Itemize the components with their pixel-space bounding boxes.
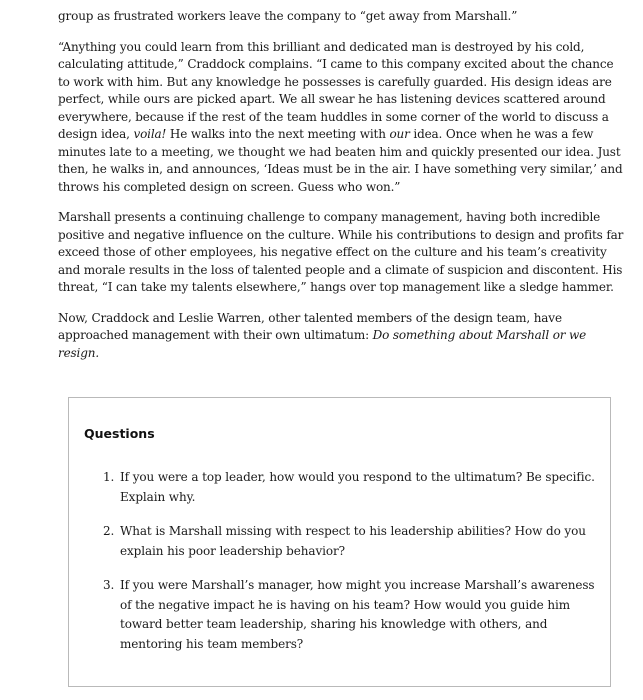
paragraph-1-text: group as frustrated workers leave the company to “get away from Marshall.” xyxy=(58,9,518,23)
paragraph-1 xyxy=(58,8,626,26)
article-body xyxy=(58,8,626,375)
paragraph-3-text: Marshall presents a continuing challenge to company management, having both incredible positive and negative influence on the culture. While his contributions to design and profits far exceed those of other employees, his negative effect on the culture and his team’s creativity and morale results in the loss of talented people and a climate of suspicion and discontent. His threat, “I can take my talents elsewhere,” hangs over top management like a sledge hammer. xyxy=(58,210,624,294)
paragraph-2-voila: voila! xyxy=(133,127,167,141)
paragraph-2 xyxy=(58,39,626,197)
question-text: What is Marshall missing with respect to his leadership abilities? How do you explain his poor leadership behavior? xyxy=(120,524,586,558)
question-item xyxy=(103,468,598,507)
paragraph-3 xyxy=(58,209,626,297)
question-text: If you were Marshall’s manager, how might you increase Marshall’s awareness of the negative impact he is having on his team? How would you guide him toward better team leadership, sharing his knowledge with others, and mentoring his team members? xyxy=(120,578,595,651)
paragraph-2-text-b: He walks into the next meeting with xyxy=(166,127,390,141)
questions-list xyxy=(103,468,598,669)
questions-box xyxy=(68,397,611,687)
question-item xyxy=(103,576,598,654)
paragraph-4-text: Now, Craddock and Leslie Warren, other talented members of the design team, have approached management with their own ultimatum: xyxy=(58,310,562,342)
question-number: 1. xyxy=(103,470,115,484)
paragraph-4 xyxy=(58,310,626,363)
question-item xyxy=(103,522,598,561)
question-text: If you were a top leader, how would you respond to the ultimatum? Be specific. Explain why. xyxy=(120,470,595,504)
paragraph-4-ultimatum: Do something about Marshall or we resign. xyxy=(58,328,587,360)
question-number: 3. xyxy=(103,578,115,592)
paragraph-2-text-a: “Anything you could learn from this brilliant and dedicated man is destroyed by his cold, calculating attitude,” Craddock complains. “I came to this company excited about the chance to work with him. But any knowledge he possesses is carefully guarded. His design ideas are perfect, while ours are picked apart. We all swear he has listening devices scattered around everywhere, because if the rest of the team huddles in some corner of the world to discuss a design idea, xyxy=(58,39,614,141)
paragraph-2-our: our xyxy=(389,127,410,141)
question-number: 2. xyxy=(103,524,115,538)
paragraph-2-text-c: idea. Once when he was a few minutes late to a meeting, we thought we had beaten him and quickly presented our idea. Just then, he walks in, and announces, ‘Ideas must be in the air. I have something very similar,’ and throws his completed design on screen. Guess who won.” xyxy=(58,127,623,194)
questions-title: Questions xyxy=(84,426,155,441)
